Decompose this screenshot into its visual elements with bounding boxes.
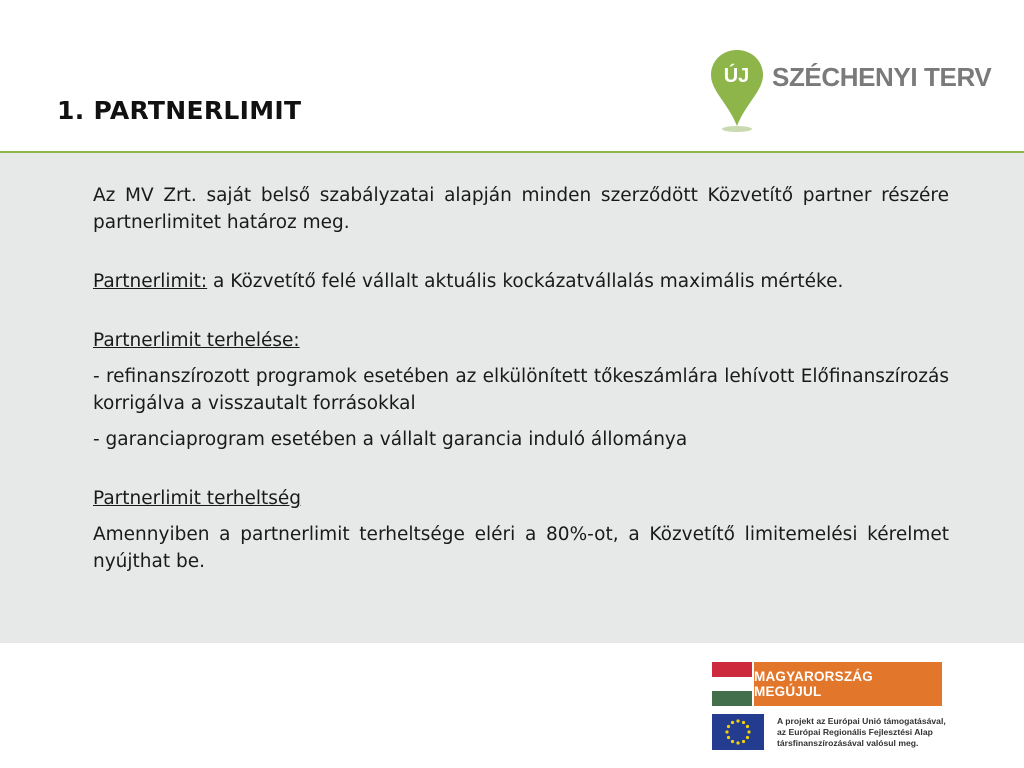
logo-name: SZÉCHENYI TERV [772,62,992,92]
intro-paragraph: Az MV Zrt. saját belső szabályzatai alapján minden szerződött Közvetítő partner részére partnerlimitet határoz meg. [93,185,949,233]
definition-label: Partnerlimit: [93,271,208,292]
banner-text: MAGYARORSZÁG MEGÚJUL [754,662,942,706]
eu-flag-icon [712,714,764,750]
slide-body [93,182,949,575]
eu-note-line-1: A projekt az Európai Unió támogatásával, [777,716,946,726]
definition-text: a Közvetítő felé vállalt aktuális kockázatvállalás maximális mértéke. [207,271,844,292]
load-heading: Partnerlimit terhelése: [93,330,300,351]
slide-title: 1. PARTNERLIMIT [57,96,302,125]
load-item-guarantee: - garanciaprogram esetében a vállalt garancia induló állománya [93,429,688,450]
utilization-heading: Partnerlimit terheltség [93,488,301,509]
load-item-refinancing: - refinanszírozott programok esetében az elkülönített tőkeszámlára lehívott Előfinanszírozás korrigálva a visszautalt forrásokkal [93,366,949,414]
logo-badge-text: ÚJ [723,65,750,87]
eu-note-line-2: az Európai Regionális Fejlesztési Alap [777,727,933,737]
hungarian-flag-icon [712,662,752,706]
eu-note-line-3: társfinanszírozásával valósul meg. [777,738,919,748]
utilization-text: Amennyiben a partnerlimit terheltsége eléri a 80%-ot, a Közvetítő limitemelési kérelmet nyújthat be. [93,524,949,572]
definition-paragraph [93,268,949,295]
magyarorszag-megujul-banner [712,662,942,706]
eu-funding-note [777,716,957,749]
